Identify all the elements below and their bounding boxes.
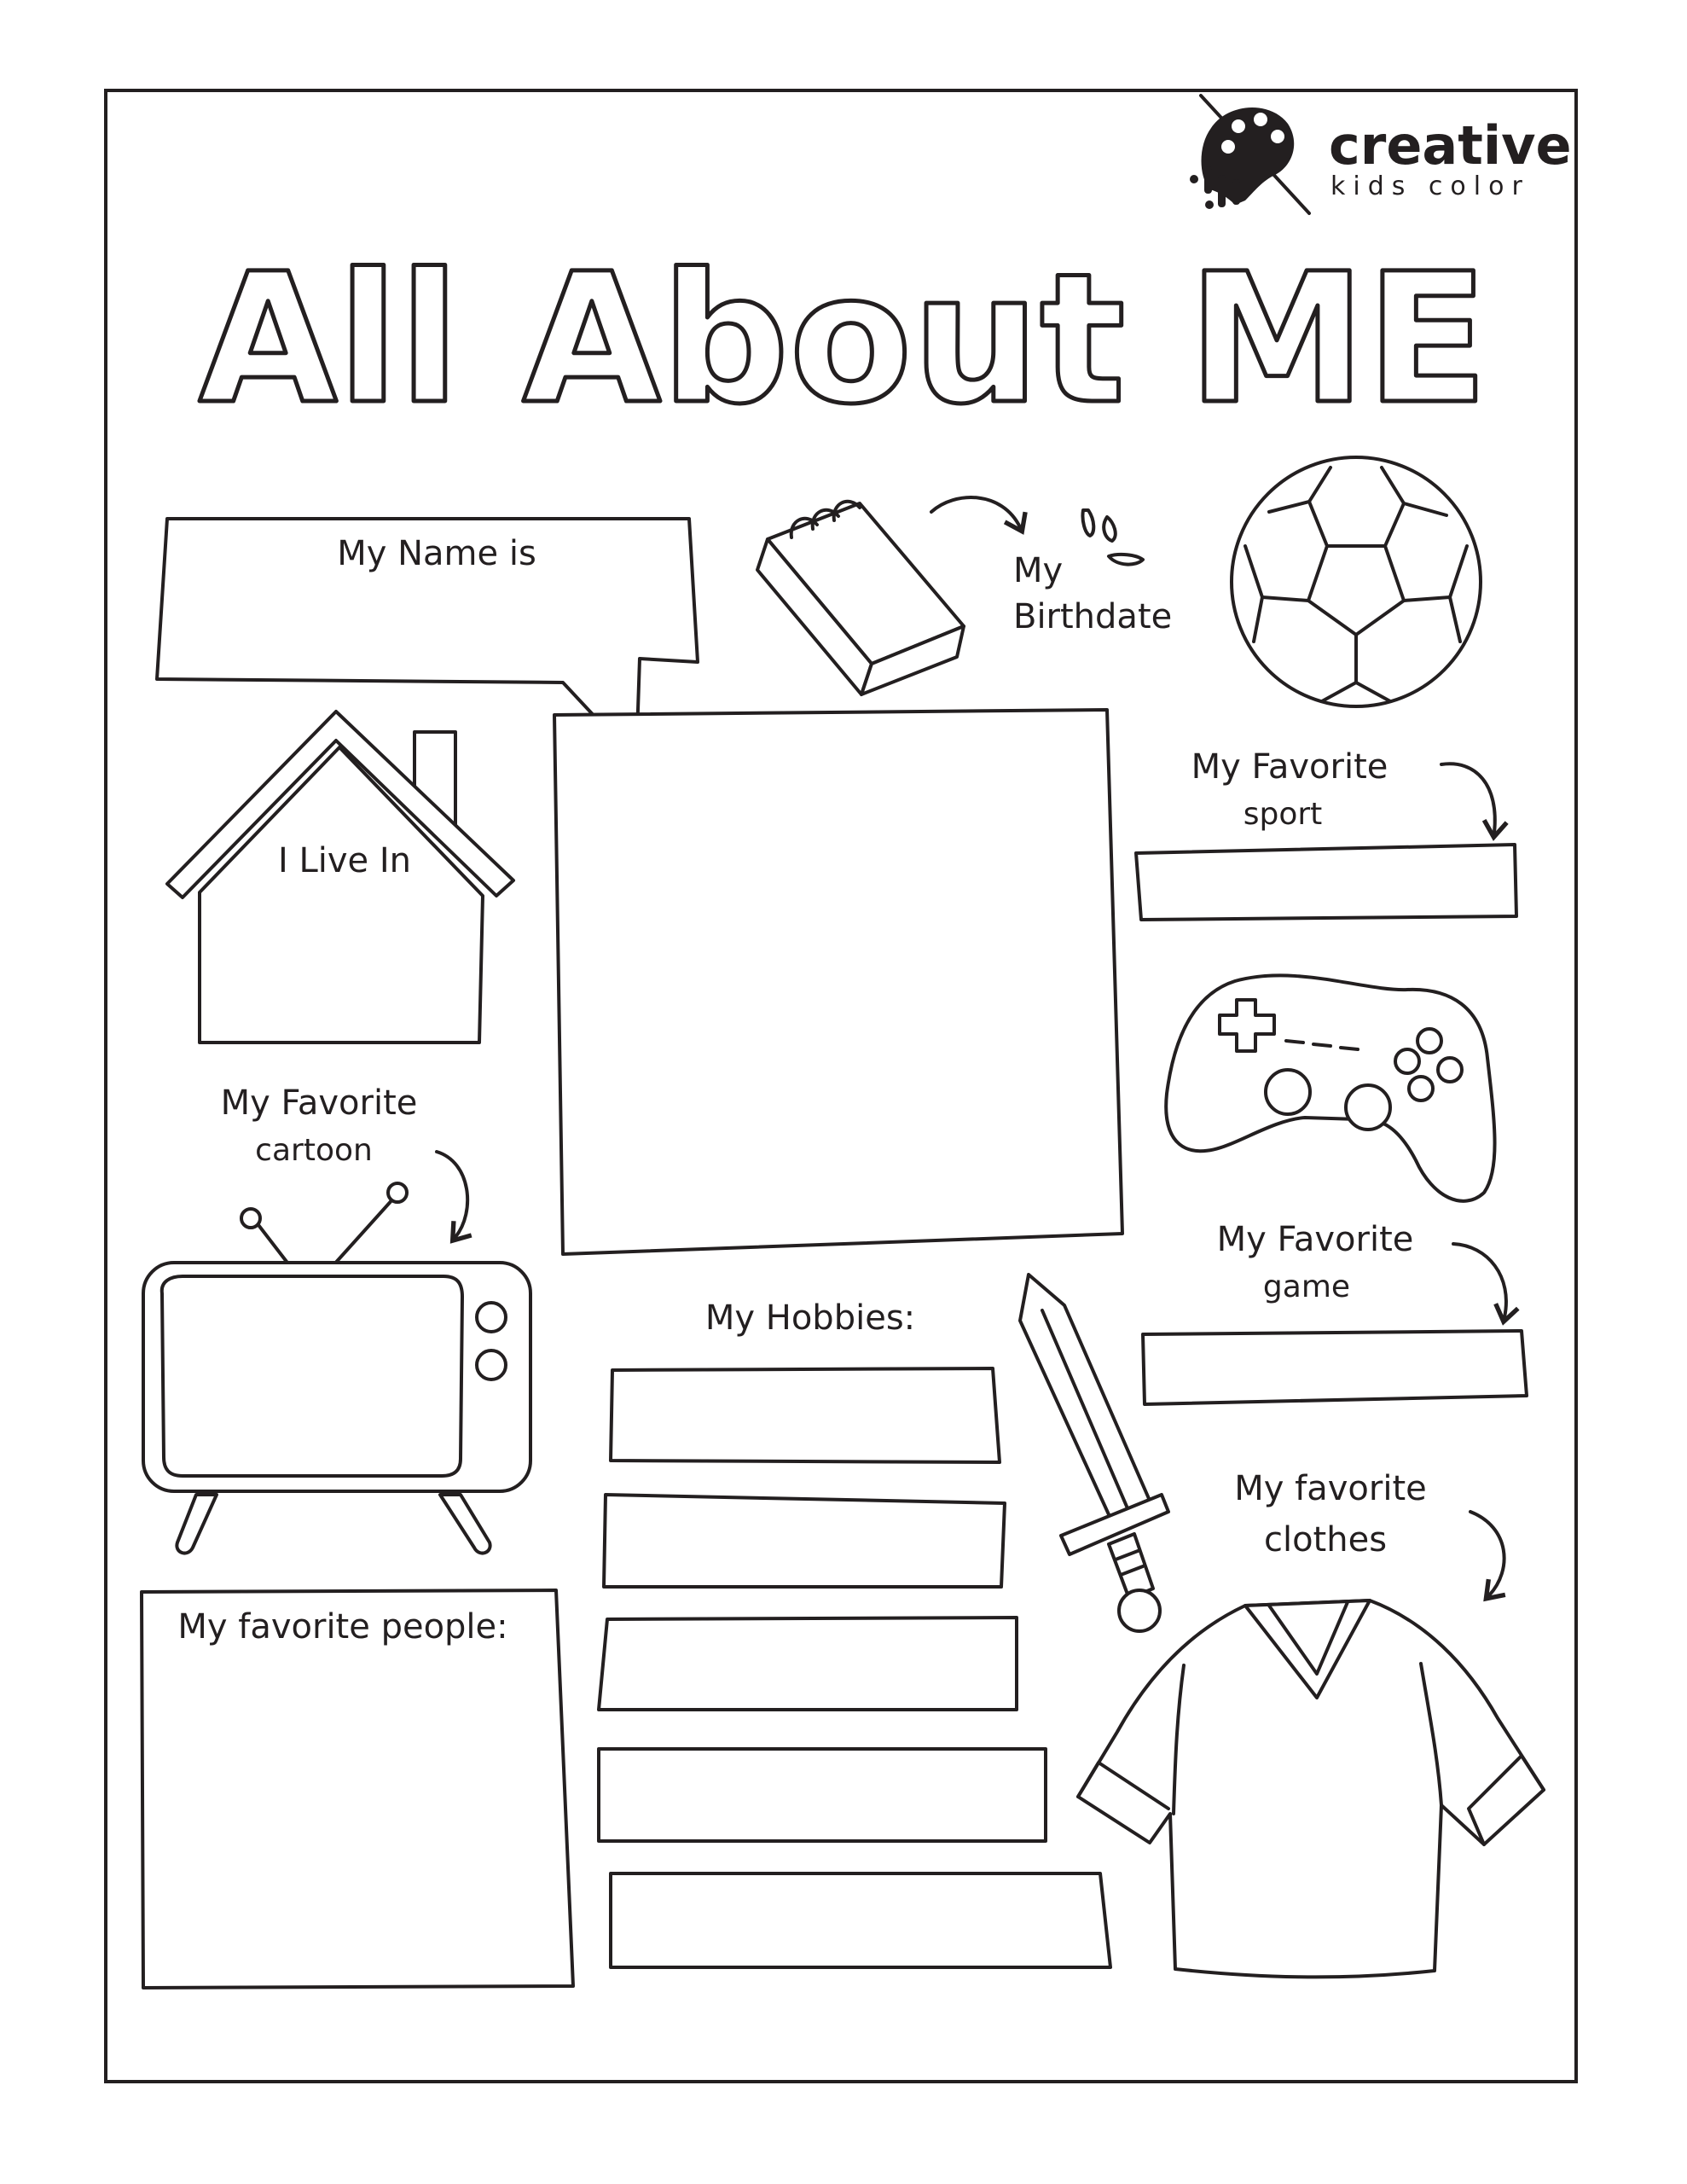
tv-icon [143,1183,530,1554]
curved-arrow-icon [1441,764,1495,833]
game-controller-icon [1166,975,1494,1200]
tshirt-icon [1078,1600,1544,1977]
birthdate-label-line2: Birthdate [1013,597,1173,636]
curved-arrow-icon [1470,1512,1504,1595]
hobby-answer-box-1[interactable] [611,1368,1000,1462]
photo-frame[interactable] [554,710,1122,1254]
name-label: My Name is [337,534,536,573]
people-label: My favorite people: [177,1607,508,1647]
hobby-answer-box-5[interactable] [611,1873,1110,1967]
logo-tagline: kids color [1330,171,1530,201]
game-label-line1: My Favorite [1216,1220,1414,1259]
soccer-ball-icon [1232,457,1481,706]
live-in-label: I Live In [277,841,412,880]
hobby-answer-box-4[interactable] [599,1749,1046,1841]
curved-arrow-icon [1453,1244,1506,1317]
hobbies-label: My Hobbies: [704,1298,916,1338]
logo [1190,96,1572,213]
logo-brand: creative [1329,114,1572,177]
cartoon-label-line2: cartoon [255,1133,373,1168]
page-title: All About ME [198,235,1489,444]
game-label-line2: game [1262,1269,1351,1304]
cartoon-label-line1: My Favorite [220,1083,418,1123]
birthdate-label-line1: My [1013,551,1064,590]
curved-arrow-icon [437,1152,467,1237]
hobby-answer-box-3[interactable] [599,1618,1017,1710]
curved-arrow-icon [931,497,1020,527]
house-icon [167,712,513,1043]
sword-icon [1020,1275,1168,1631]
palette-icon [1190,96,1309,213]
hobby-answer-box-2[interactable] [604,1495,1005,1587]
favorite-people-box[interactable] [142,1590,573,1988]
sport-label-line2: sport [1243,797,1323,832]
sport-label-line1: My Favorite [1191,747,1388,787]
clothes-label-line2: clothes [1263,1520,1388,1560]
game-answer-box[interactable] [1143,1331,1527,1404]
splash-icon [1082,510,1143,565]
calendar-icon [757,502,964,694]
sport-answer-box[interactable] [1136,845,1516,920]
clothes-label-line1: My favorite [1234,1469,1427,1508]
